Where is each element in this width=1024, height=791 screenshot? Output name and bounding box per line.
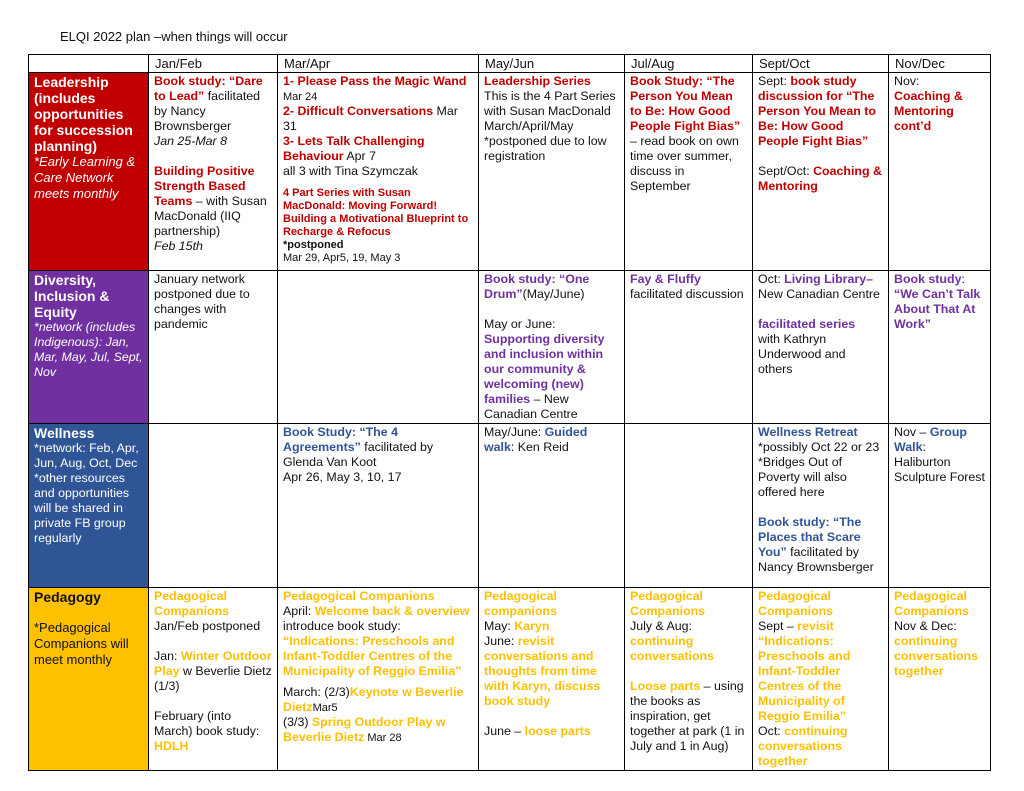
plan-table — [28, 54, 991, 771]
wellness-julaug — [625, 424, 753, 588]
wellness-heading: Wellness *network: Feb, Apr, Jun, Aug, Oct, Dec *other resources and opportunities will be shared in private FB group regularly — [29, 424, 149, 588]
header-janfeb: Jan/Feb — [149, 55, 278, 73]
pedagogy-novdec: Pedagogical Companions Nov & Dec: continuing conversations together — [889, 588, 991, 771]
header-septoct: Sept/Oct — [753, 55, 889, 73]
row-diversity — [29, 271, 991, 424]
wellness-novdec: Nov – Group Walk: Haliburton Sculpture Forest — [889, 424, 991, 588]
diversity-mayjun: Book study: “One Drum”(May/June) May or June: Supporting diversity and inclusion within our community & welcoming (new) families – New Canadian Centre — [479, 271, 625, 424]
pedagogy-janfeb: Pedagogical Companions Jan/Feb postponed Jan: Winter Outdoor Play w Beverlie Dietz (1/3) February (into March) book study: HDLH — [149, 588, 278, 771]
row-pedagogy — [29, 588, 991, 771]
header-novdec: Nov/Dec — [889, 55, 991, 73]
row-wellness — [29, 424, 991, 588]
header-marapr: Mar/Apr — [278, 55, 479, 73]
wellness-septoct: Wellness Retreat *possibly Oct 22 or 23 *Bridges Out of Poverty will also offered here Book study: “The Places that Scare You” facilitated by Nancy Brownsberger — [753, 424, 889, 588]
pedagogy-julaug: Pedagogical Companions July & Aug: continuing conversations Loose parts – using the books as inspiration, get together at park (1 in July and 1 in Aug) — [625, 588, 753, 771]
leadership-septoct: Sept: book study discussion for “The Person You Mean to Be: How Good People Fight Bias” Sept/Oct: Coaching & Mentoring — [753, 73, 889, 271]
header-mayjun: May/Jun — [479, 55, 625, 73]
leadership-novdec: Nov: Coaching & Mentoring cont’d — [889, 73, 991, 271]
row-leadership — [29, 73, 991, 271]
wellness-mayjun: May/June: Guided walk: Ken Reid — [479, 424, 625, 588]
diversity-julaug: Fay & Fluffy facilitated discussion — [625, 271, 753, 424]
header-row — [29, 55, 991, 73]
wellness-janfeb — [149, 424, 278, 588]
pedagogy-mayjun: Pedagogical companions May: Karyn June: revisit conversations and thoughts from time with Karyn, discuss book study June – loose parts — [479, 588, 625, 771]
leadership-heading: Leadership (includes opportunities for succession planning) *Early Learning & Care Network meets monthly — [29, 73, 149, 271]
diversity-novdec: Book study: “We Can’t Talk About That At Work” — [889, 271, 991, 424]
leadership-mayjun: Leadership Series This is the 4 Part Series with Susan MacDonald March/April/May *postponed due to low registration — [479, 73, 625, 271]
diversity-heading: Diversity, Inclusion & Equity *network (includes Indigenous): Jan, Mar, May, Jul, Sept, Nov — [29, 271, 149, 424]
leadership-janfeb: Book study: “Dare to Lead” facilitated by Nancy Brownsberger Jan 25-Mar 8 Building Positive Strength Based Teams – with Susan MacDonald (IIQ partnership) Feb 15th — [149, 73, 278, 271]
leadership-marapr: 1- Please Pass the Magic Wand Mar 24 2- Difficult Conversations Mar 31 3- Lets Talk Challenging Behaviour Apr 7 all 3 with Tina Szymczak 4 Part Series with Susan MacDonald: Moving Forward! Building a Motivational Blueprint to Recharge & Refocus *postponed Mar 29, Apr5, 19, May 3 — [278, 73, 479, 271]
pedagogy-septoct: Pedagogical Companions Sept – revisit “Indications: Preschools and Infant-Toddler Centres of the Municipality of Reggio Emilia” Oct: continuing conversations together — [753, 588, 889, 771]
pedagogy-heading: Pedagogy *Pedagogical Companions will meet monthly — [29, 588, 149, 771]
header-julaug: Jul/Aug — [625, 55, 753, 73]
header-corner — [29, 55, 149, 73]
leadership-julaug: Book Study: “The Person You Mean to Be: How Good People Fight Bias” – read book on own time over summer, discuss in September — [625, 73, 753, 271]
document-title: ELQI 2022 plan –when things will occur — [60, 29, 288, 44]
diversity-marapr — [278, 271, 479, 424]
wellness-marapr: Book Study: “The 4 Agreements” facilitated by Glenda Van Koot Apr 26, May 3, 10, 17 — [278, 424, 479, 588]
diversity-septoct: Oct: Living Library– New Canadian Centre facilitated series with Kathryn Underwood and others — [753, 271, 889, 424]
pedagogy-marapr: Pedagogical Companions April: Welcome back & overview introduce book study: “Indications: Preschools and Infant-Toddler Centres of the Municipality of Reggio Emilia” March: (2/3)Keynote w Beverlie DietzMar5 (3/3) Spring Outdoor Play w Beverlie Dietz Mar 28 — [278, 588, 479, 771]
diversity-janfeb: January network postponed due to changes with pandemic — [149, 271, 278, 424]
